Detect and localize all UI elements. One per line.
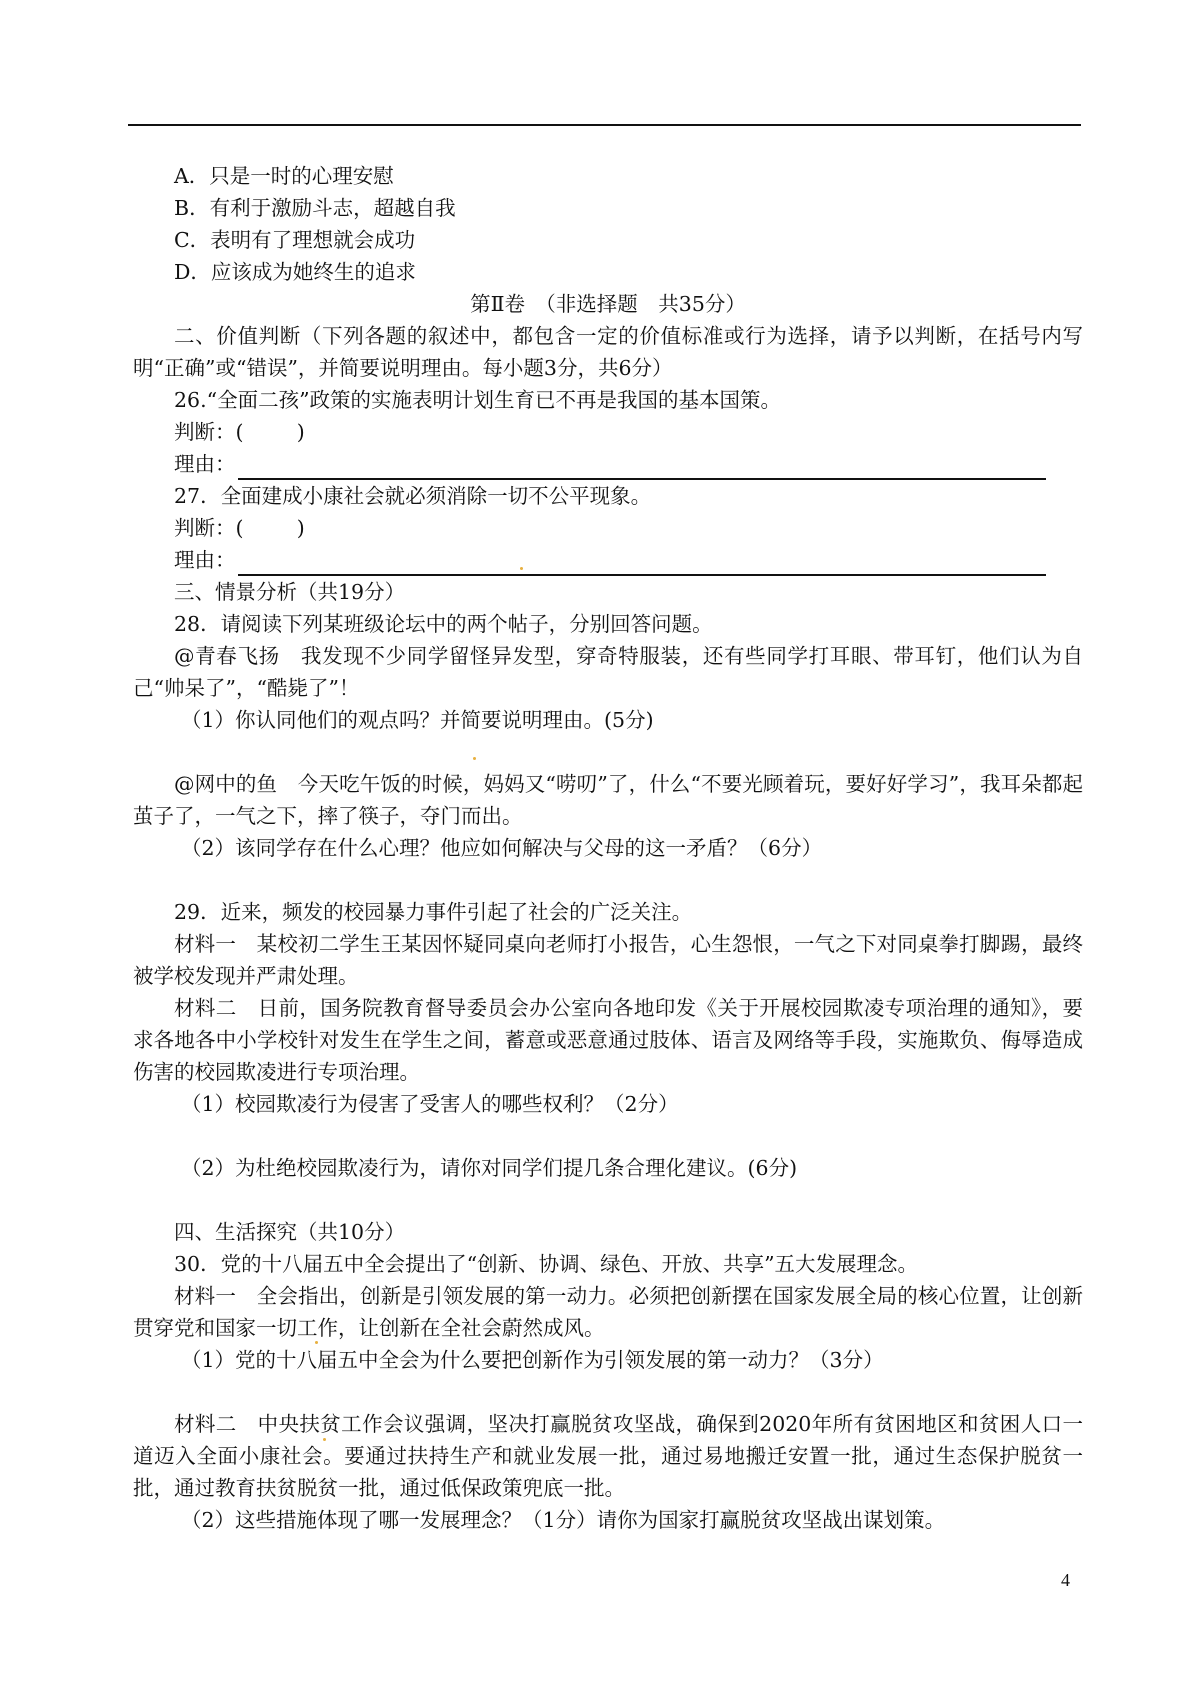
question-29-1: （1）校园欺凌行为侵害了受害人的哪些权利？（2分）	[181, 1092, 679, 1116]
reason-answer-line[interactable]	[238, 456, 1046, 480]
question-26: 26.“全面二孩”政策的实施表明计划生育已不再是我国的基本国策。	[174, 388, 782, 412]
question-28-2: （2）该同学存在什么心理？他应如何解决与父母的这一矛盾？（6分）	[181, 836, 823, 860]
question-30-2: （2）这些措施体现了哪一发展理念？（1分）请你为国家打赢脱贫攻坚战出谋划策。	[181, 1508, 946, 1532]
answer-space	[133, 1184, 1083, 1216]
reason-label: 理由：	[174, 548, 236, 572]
forum-post-1: @青春飞扬 我发现不少同学留怪异发型，穿奇特服装，还有些同学打耳眼、带耳钉，他们认为自己“帅呆了”，“酷毙了”！	[133, 644, 1083, 700]
question-30-material-1: 材料一 全会指出，创新是引领发展的第一动力。必须把创新摆在国家发展全局的核心位置，让创新贯穿党和国家一切工作，让创新在全社会蔚然成风。	[133, 1284, 1083, 1340]
section2-heading: 二、价值判断（下列各题的叙述中，都包含一定的价值标准或行为选择，请予以判断，在括号内写明“正确”或“错误”，并简要说明理由。每小题3分，共6分）	[133, 324, 1083, 380]
answer-space	[133, 736, 1083, 768]
scan-speck	[473, 757, 476, 760]
scan-speck	[323, 1438, 326, 1441]
page-number: 4	[1061, 1570, 1070, 1590]
option-a: A．只是一时的心理安慰	[174, 164, 394, 188]
question-30-1: （1）党的十八届五中全会为什么要把创新作为引领发展的第一动力？（3分）	[181, 1348, 884, 1372]
scan-speck	[315, 1341, 318, 1344]
question-30-intro: 30．党的十八届五中全会提出了“创新、协调、绿色、开放、共享”五大发展理念。	[174, 1252, 919, 1276]
question-30-material-2: 材料二 中央扶贫工作会议强调，坚决打赢脱贫攻坚战，确保到2020年所有贫困地区和贫困人口一道迈入全面小康社会。要通过扶持生产和就业发展一批，通过易地搬迁安置一批，通过生态保护脱贫一批，通过教育扶贫脱贫一批，通过低保政策兜底一批。	[133, 1412, 1083, 1500]
exam-content	[133, 160, 1083, 1536]
question-28-1: （1）你认同他们的观点吗？并简要说明理由。(5分)	[181, 708, 654, 732]
reason-26	[133, 448, 1083, 480]
question-29-intro: 29．近来，频发的校园暴力事件引起了社会的广泛关注。	[174, 900, 693, 924]
reason-answer-line[interactable]	[238, 552, 1046, 576]
answer-space	[133, 1120, 1083, 1152]
answer-space	[133, 864, 1083, 896]
option-c: C．表明有了理想就会成功	[174, 228, 416, 252]
judge-close: )	[296, 516, 305, 540]
section4-heading: 四、生活探究（共10分）	[174, 1220, 406, 1244]
reason-label: 理由：	[174, 452, 236, 476]
question-29-2: （2）为杜绝校园欺凌行为，请你对同学们提几条合理化建议。(6分)	[181, 1156, 798, 1180]
judge-27	[133, 512, 1083, 544]
question-29-material-2: 材料二 日前，国务院教育督导委员会办公室向各地印发《关于开展校园欺凌专项治理的通知》，要求各地各中小学校针对发生在学生之间，蓄意或恶意通过肢体、语言及网络等手段，实施欺负、侮辱造成伤害的校园欺凌进行专项治理。	[133, 996, 1083, 1084]
reason-27	[133, 544, 1083, 576]
judge-close: )	[296, 420, 305, 444]
scan-speck	[520, 567, 523, 570]
judge-label: 判断：(	[174, 516, 244, 540]
question-27: 27．全面建成小康社会就必须消除一切不公平现象。	[174, 484, 652, 508]
forum-post-2: @网中的鱼 今天吃午饭的时候，妈妈又“唠叨”了，什么“不要光顾着玩，要好好学习”，我耳朵都起茧子了，一气之下，摔了筷子，夺门而出。	[133, 772, 1083, 828]
header-rule	[128, 124, 1081, 126]
judge-label: 判断：(	[174, 420, 244, 444]
part2-title: 第Ⅱ卷 （非选择题 共35分）	[470, 292, 746, 316]
question-29-material-1: 材料一 某校初二学生王某因怀疑同桌向老师打小报告，心生怨恨，一气之下对同桌拳打脚踢，最终被学校发现并严肃处理。	[133, 932, 1083, 988]
option-b: B．有利于激励斗志，超越自我	[174, 196, 456, 220]
answer-space	[133, 1376, 1083, 1408]
section3-heading: 三、情景分析（共19分）	[174, 580, 406, 604]
question-28-intro: 28．请阅读下列某班级论坛中的两个帖子，分别回答问题。	[174, 612, 713, 636]
option-d: D．应该成为她终生的追求	[174, 260, 416, 284]
judge-26	[133, 416, 1083, 448]
